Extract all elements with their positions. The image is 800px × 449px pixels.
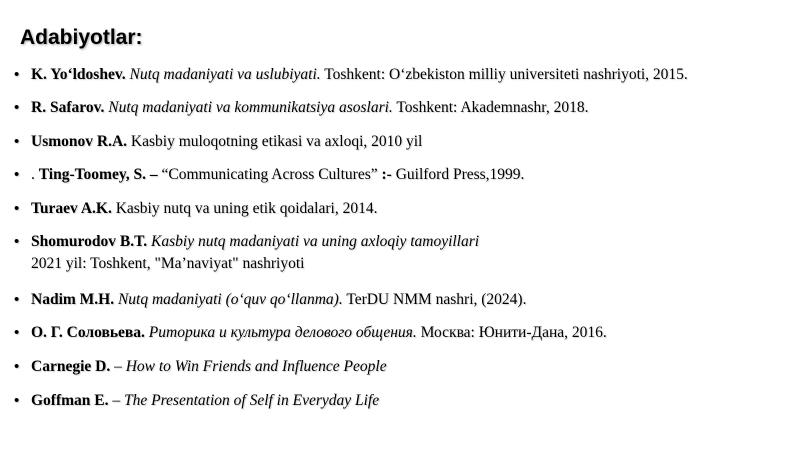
ref-author: K. Yo‘ldoshev.	[31, 66, 126, 83]
ref-publisher-2: Guilford Press,1999.	[395, 166, 525, 183]
ref-dash: –	[112, 392, 121, 409]
reference-text	[31, 131, 422, 153]
ref-dash: –	[114, 358, 122, 375]
ref-author: Nadim M.H.	[31, 291, 115, 308]
ref-author: Carnegie D.	[31, 358, 111, 375]
bullet-icon: •	[14, 133, 20, 150]
ref-publisher: Toshkent: O‘zbekiston milliy universiteti nashriyoti, 2015.	[324, 66, 688, 83]
bullet-icon: •	[14, 324, 20, 341]
ref-publisher: Toshkent: Akademnashr, 2018.	[396, 99, 589, 116]
ref-author: Ting-Toomey, S. –	[38, 166, 158, 183]
ref-publisher: “Communicating Across Cultures”	[161, 166, 378, 183]
ref-separator: :-	[381, 166, 392, 183]
ref-prefix: .	[31, 166, 35, 183]
ref-author: О. Г. Соловьева.	[31, 324, 145, 341]
reference-text	[31, 390, 379, 412]
bullet-icon: •	[14, 166, 20, 183]
ref-title: How to Win Friends and Influence People	[125, 358, 387, 375]
ref-title: Nutq madaniyati va uslubiyati.	[129, 66, 321, 83]
ref-author: Usmonov R.A.	[31, 133, 128, 150]
ref-author: Goffman E.	[31, 392, 109, 409]
bullet-icon: •	[14, 291, 20, 308]
reference-text	[31, 97, 588, 119]
page-title: Adabiyotlar:	[20, 26, 143, 49]
ref-author: Shomurodov B.T.	[31, 233, 148, 250]
bullet-icon: •	[14, 200, 20, 217]
ref-title: Риторика и культура делового общения.	[148, 324, 417, 341]
ref-author: R. Safarov.	[31, 99, 105, 116]
ref-publisher: Kasbiy muloqotning etikasi va axloqi, 2010 yil	[130, 133, 423, 150]
ref-title: Nutq madaniyati va kommunikatsiya asoslari.	[108, 99, 393, 116]
reference-text	[31, 289, 526, 311]
reference-text	[31, 356, 387, 378]
ref-publisher: TerDU NMM nashri, (2024).	[346, 291, 527, 308]
bullet-icon: •	[14, 66, 20, 83]
ref-publisher: Kasbiy nutq va uning etik qoidalari, 2014.	[115, 200, 378, 217]
bullet-icon: •	[14, 99, 20, 116]
ref-title: Nutq madaniyati (o‘quv qo‘llanma).	[117, 291, 343, 308]
ref-author: Turaev A.K.	[31, 200, 112, 217]
bullet-icon: •	[14, 233, 20, 250]
reference-text	[31, 322, 607, 344]
ref-title: Kasbiy nutq madaniyati va uning axloqiy tamoyillari	[151, 233, 480, 250]
reference-text	[31, 231, 479, 275]
reference-text	[31, 198, 377, 220]
bullet-icon: •	[14, 358, 20, 375]
bullet-icon: •	[14, 392, 20, 409]
ref-publisher: 2021 yil: Toshkent, "Ma’naviyat" nashriyoti	[31, 255, 305, 272]
reference-text	[31, 64, 688, 86]
reference-text	[31, 164, 524, 186]
ref-publisher: Москва: Юнити-Дана, 2016.	[420, 324, 607, 341]
ref-title: The Presentation of Self in Everyday Life	[124, 392, 380, 409]
